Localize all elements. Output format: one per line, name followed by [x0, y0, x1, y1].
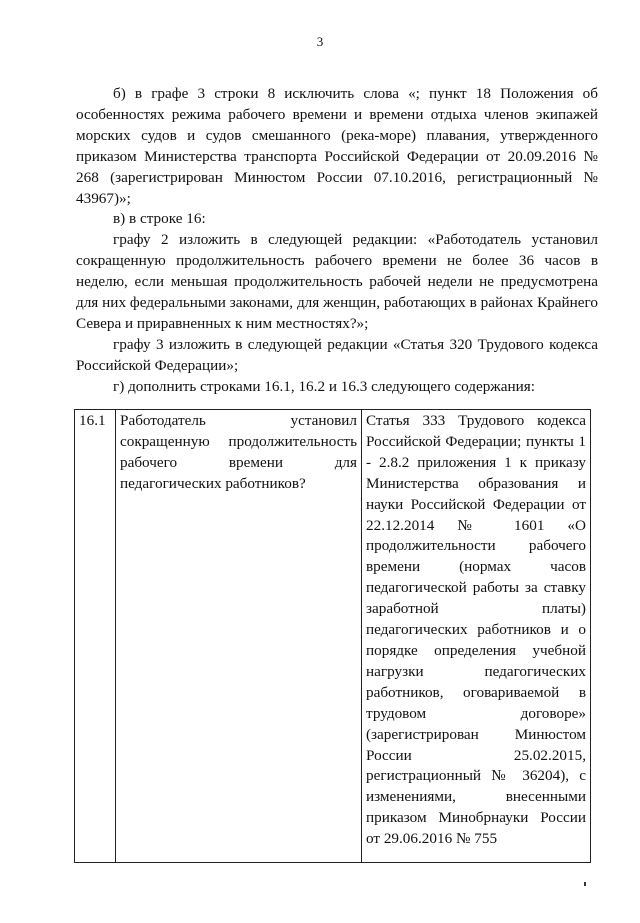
- paragraph-column-3: графу 3 изложить в следующей редакции «Статья 320 Трудового кодекса Российской Федерации»;: [76, 335, 598, 374]
- scan-mark: [584, 882, 586, 886]
- table-row: [75, 410, 591, 863]
- page-number: 3: [316, 34, 324, 49]
- paragraph-g: г) дополнить строками 16.1, 16.2 и 16.3 следующего содержания:: [113, 377, 536, 395]
- paragraph-column-2: графу 2 изложить в следующей редакции: «Работодатель установил сокращенную продолжительность рабочего времени не более 36 часов в неделю, если меньшая продолжительность рабочей недели не предусмотрена для них федеральными законами, для женщин, работающих в районах Крайнего Севера и приравненных к ним местностях?»;: [76, 231, 598, 332]
- row-number-cell: 16.1: [75, 410, 116, 863]
- document-body: [76, 84, 598, 398]
- row-question-cell: Работодатель установил сокращенную продолжительность рабочего времени для педагогических работников?: [116, 410, 362, 863]
- paragraph-v: в) в строке 16:: [113, 210, 206, 228]
- paragraph-b: б) в графе 3 строки 8 исключить слова «; пункт 18 Положения об особенностях режима рабочего времени и времени отдыха членов экипажей морских судов и судов смешанного (река-море) плавания, утвержденного приказом Министерства транспорта Российской Федерации от 20.09.2016 № 268 (зарегистрирован Минюстом России 07.10.2016, регистрационный № 43967)»;: [76, 85, 598, 207]
- row-reference-cell: Статья 333 Трудового кодекса Российской Федерации; пункты 1 - 2.8.2 приложения 1 к приказу Министерства образования и науки Российской Федерации от 22.12.2014 № 1601 «О продолжительности рабочего времени (нормах часов педагогической работы за ставку заработной платы) педагогических работников и о порядке определения учебной нагрузки педагогических работников, оговариваемой в трудовом договоре» (зарегистрирован Минюстом России 25.02.2015, регистрационный № 36204), с изменениями, внесенными приказом Минобрнауки России от 29.06.2016 № 755: [362, 410, 591, 863]
- amendment-table: [74, 409, 591, 863]
